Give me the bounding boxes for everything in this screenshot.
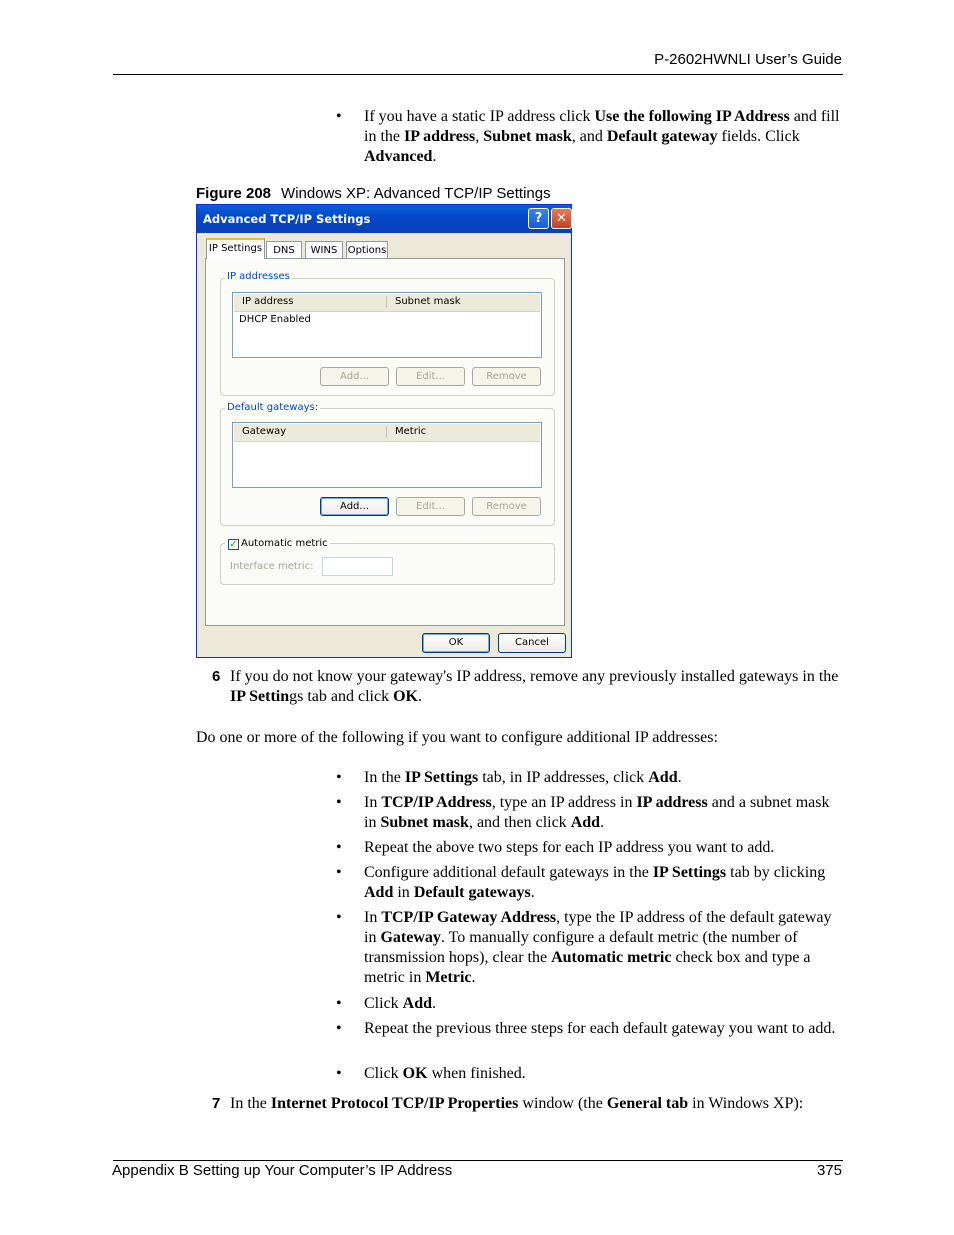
footer-chapter: Appendix B Setting up Your Computer’s IP Address [112,1162,453,1179]
text-run: , [475,128,484,145]
header-rule [113,74,843,75]
text-run: and a subnet mask in [364,794,830,831]
bold-term: TCP/IP Gateway Address [381,909,557,926]
figure-title: Windows XP: Advanced TCP/IP Settings [281,185,551,202]
text-run: In the [364,769,405,786]
bullet-glyph: • [336,1065,342,1082]
list-item [364,908,844,988]
text-run: window (the [518,1095,607,1112]
gateway-edit-button[interactable]: Edit... [396,497,465,516]
text-run: gs tab and click [289,688,394,705]
bullet-glyph: • [336,909,342,926]
text-run: . [417,688,422,705]
bullet-glyph: • [336,995,342,1012]
figure-caption [196,185,551,202]
text-run: tab by clicking [726,864,826,881]
bold-term: IP Settings [652,864,727,881]
ip-list-header [234,294,540,312]
bold-term: Default gateways [413,884,531,901]
advanced-tcpip-dialog [196,204,572,658]
bold-term: TCP/IP Address [381,794,492,811]
text-run: Click [364,995,403,1012]
tab-ip-settings[interactable]: IP Settings [206,238,265,259]
gateway-remove-button[interactable]: Remove [472,497,541,516]
gateway-list[interactable] [232,422,542,488]
text-run: in Windows XP): [688,1095,804,1112]
text-run: , and then click [468,814,571,831]
text-run: , type an IP address in [491,794,637,811]
text-run: . [471,969,476,986]
text-run: , and [571,128,607,145]
text-run: Click [364,1065,403,1082]
body-paragraph: Do one or more of the following if you want to configure additional IP addresses: [196,729,718,746]
text-run: In [364,909,382,926]
guide-title: P-2602HWNLI User’s Guide [654,51,842,68]
intro-bullet-text [364,107,844,167]
bold-term: Add [364,884,394,901]
tab-panel [205,258,565,626]
figure-number: Figure 208 [196,185,272,202]
dialog-titlebar[interactable] [197,205,571,233]
list-item [364,793,844,833]
bullet-glyph: • [336,769,342,786]
gateway-add-button[interactable]: Add... [320,497,389,516]
text-run: in [393,884,414,901]
text-run: and fill in the [364,108,840,145]
interface-metric-label: Interface metric: [230,561,314,572]
ok-button[interactable]: OK [422,633,490,653]
bold-term: Add [648,769,678,786]
ip-addresses-group-title: IP addresses [227,271,290,282]
gateway-list-header [234,424,540,442]
text-run: when finished. [427,1065,526,1082]
ip-edit-button[interactable]: Edit... [396,367,465,386]
text-run: . [677,769,682,786]
column-separator[interactable] [386,296,387,308]
list-item [364,994,844,1014]
text-run: check box and type a metric in [364,949,811,986]
bullet-glyph: • [336,1020,342,1037]
step7-text [230,1094,844,1114]
list-item [364,838,844,858]
default-gateways-group-title: Default gateways: [227,402,319,413]
list-item[interactable]: DHCP Enabled [239,314,311,325]
bold-term: OK [402,1065,428,1082]
list-item [364,1064,844,1084]
close-icon[interactable]: ✕ [551,208,572,229]
text-run: fields. Click [717,128,800,145]
bullet-glyph: • [336,864,342,881]
text-run: , type the IP address of the default gateway in [364,909,832,946]
list-item [364,863,844,903]
bold-term: Add [402,995,433,1012]
bold-term: Subnet mask [380,814,469,831]
bold-term: OK [393,688,418,705]
text-run: . To manually configure a default metric (the number of transmission hops), clear the [364,929,798,966]
text-run: . [530,884,535,901]
bullet-glyph: • [336,794,342,811]
bold-term: General tab [606,1095,689,1112]
bold-term: Automatic metric [551,949,672,966]
step-number: 7 [212,1095,221,1112]
ip-remove-button[interactable]: Remove [472,367,541,386]
tab-wins[interactable]: WINS [305,241,343,258]
text-run: . [432,995,437,1012]
bold-term: IP Settings [404,769,479,786]
cancel-button[interactable]: Cancel [498,633,566,653]
column-ip-address[interactable]: IP address [242,296,294,307]
text-run: Repeat the previous three steps for each default gateway you want to add. [364,1020,836,1037]
bold-term: IP address [404,128,476,145]
text-run: Repeat the above two steps for each IP address you want to add. [364,839,775,856]
bullet-glyph: • [336,108,342,125]
bullet-glyph: • [336,839,342,856]
text-run: In the [230,1095,271,1112]
text-run: . [432,148,437,165]
list-item [364,1019,844,1039]
bold-term: Metric [425,969,472,986]
page-number: 375 [816,1162,842,1179]
automatic-metric-label[interactable]: Automatic metric [225,538,330,549]
text-run: . [600,814,605,831]
help-icon[interactable]: ? [528,208,549,229]
text-run: tab, in IP addresses, click [478,769,649,786]
column-metric[interactable]: Metric [395,426,427,437]
bold-term: Add [570,814,601,831]
text-run: If you do not know your gateway's IP address, remove any previously installed gateways in the [230,668,839,685]
bold-term: Gateway [380,929,441,946]
step-number: 6 [212,668,221,685]
text-run: In [364,794,382,811]
bold-term: Default gateway [606,128,718,145]
bold-term: Internet Protocol TCP/IP Properties [270,1095,519,1112]
automatic-metric-checkbox[interactable]: ✓ [229,539,238,550]
column-gateway[interactable]: Gateway [242,426,287,437]
column-subnet-mask[interactable]: Subnet mask [395,296,461,307]
ip-add-button[interactable]: Add... [320,367,389,386]
dialog-title: Advanced TCP/IP Settings [203,212,371,226]
interface-metric-input[interactable] [322,557,393,576]
bold-term: Advanced [364,148,433,165]
column-separator[interactable] [386,426,387,438]
list-item [364,768,844,788]
tab-dns[interactable]: DNS [266,241,302,258]
text-run: If you have a static IP address click [364,108,595,125]
text-run: Configure additional default gateways in the [364,864,653,881]
bold-term: Subnet mask [483,128,572,145]
bold-term: Use the following IP Address [594,108,790,125]
bold-term: IP address [636,794,708,811]
step6-text [230,667,844,707]
tab-options[interactable]: Options [346,241,388,258]
footer-rule [113,1160,843,1161]
bold-term: IP Settin [230,688,290,705]
ip-address-list[interactable] [232,292,542,358]
